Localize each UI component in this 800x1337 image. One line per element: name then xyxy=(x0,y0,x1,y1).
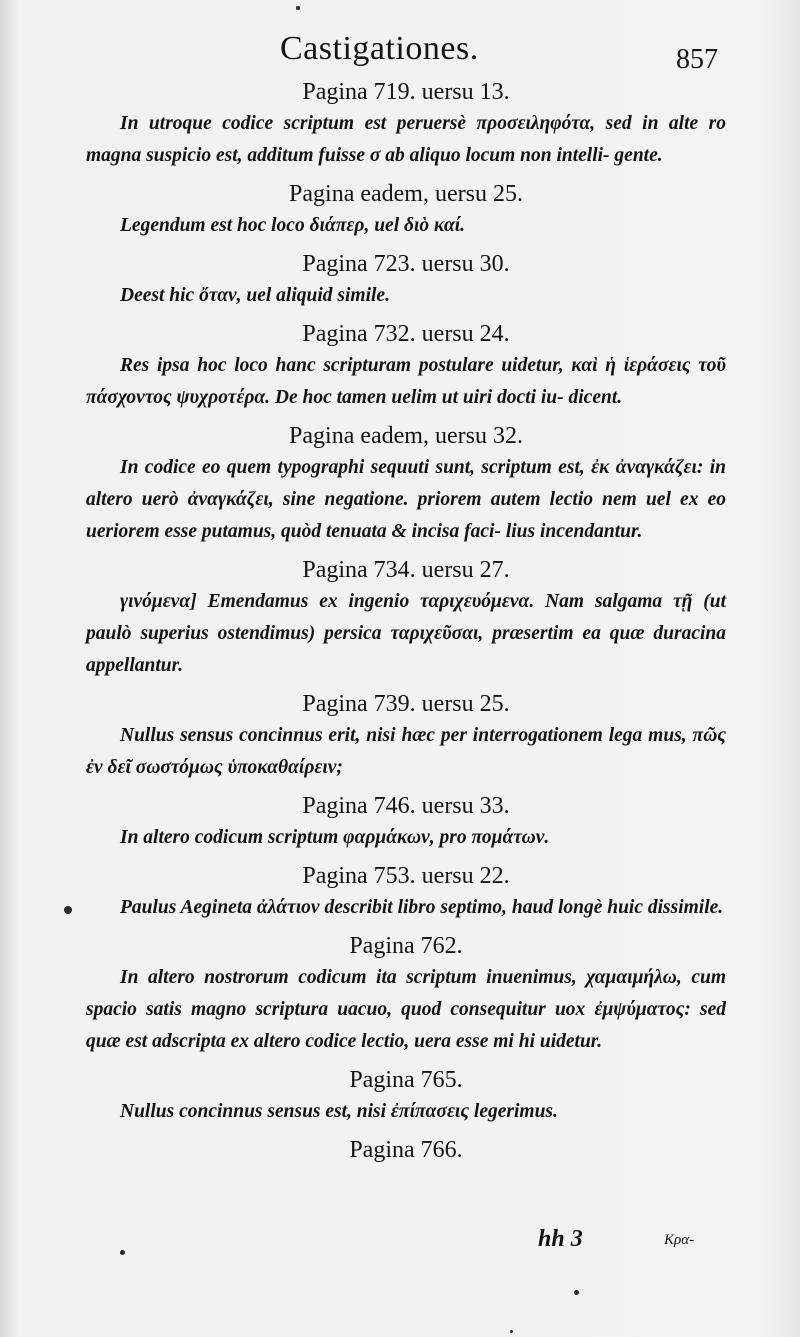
entry-11 xyxy=(86,1064,726,1128)
ink-speck xyxy=(510,1330,513,1333)
entry-heading: Pagina 739. uersu 25. xyxy=(302,691,510,717)
entry-5 xyxy=(86,420,726,548)
entry-text: In codice eo quem typographi sequuti sunt, scriptum est, ἐκ ἀναγκάζει: in altero uerò ἀναγκάζει, sine negatione. priorem autem lectio nem uel ex eo ueriorem esse putamus, quòd tenuata & incisa faci- lius incendantur. xyxy=(86,457,726,542)
entry-text: γινόμενα] Emendamus ex ingenio ταριχευόμενα. Nam salgama τῇ (ut paulò superius ostendimus) persica ταριχεῦσαι, præsertim ea quæ duracina appellantur. xyxy=(86,591,726,676)
page-header xyxy=(0,30,800,80)
ink-speck xyxy=(296,6,300,10)
entry-heading: Pagina 734. uersu 27. xyxy=(302,557,510,583)
page-content xyxy=(86,76,726,1166)
entry-4 xyxy=(86,318,726,414)
entry-text: Nullus sensus concinnus erit, nisi hæc per interrogationem lega mus, πῶς ἐν δεῖ σωστόμως ὑποκαθαίρειν; xyxy=(86,725,726,778)
entry-text: Res ipsa hoc loco hanc scripturam postulare uidetur, καὶ ἡ ἱεράσεις τοῦ πάσχοντος ψυχροτέρα. De hoc tamen uelim ut uiri docti iu- dicent. xyxy=(86,355,726,408)
entry-heading: Pagina 753. uersu 22. xyxy=(302,863,510,889)
running-title: Castigationes. xyxy=(280,30,479,67)
entry-text: Legendum est hoc loco διάπερ, uel διὸ καί. xyxy=(120,215,466,236)
entry-6 xyxy=(86,554,726,682)
entry-7 xyxy=(86,688,726,784)
ink-speck xyxy=(120,1250,125,1255)
entry-heading: Pagina 766. xyxy=(349,1137,463,1163)
signature-mark: hh 3 xyxy=(538,1226,583,1252)
entry-3 xyxy=(86,248,726,312)
entry-heading: Pagina 723. uersu 30. xyxy=(302,251,510,277)
ink-speck xyxy=(64,906,72,914)
entry-text: Paulus Aegineta ἀλάτιον describit libro septimo, haud longè huic dissimile. xyxy=(120,897,724,918)
entry-text: In altero nostrorum codicum ita scriptum inuenimus, χαμαιμήλω, cum spacio satis magno scriptura uacuo, quod consequitur uox ἐμψύματος: sed quæ est adscripta ex altero codice lectio, uera esse mi hi uidetur. xyxy=(86,967,726,1052)
entry-1 xyxy=(86,76,726,172)
entry-heading: Pagina 746. uersu 33. xyxy=(302,793,510,819)
entry-text: Nullus concinnus sensus est, nisi ἐπίπασεις legerimus. xyxy=(120,1101,558,1122)
catchword: Κρα- xyxy=(664,1232,695,1248)
entry-10 xyxy=(86,930,726,1058)
entry-heading: Pagina 765. xyxy=(349,1067,463,1093)
entry-text: In utroque codice scriptum est peruersè προσειληφότα, sed in alte ro magna suspicio est, additum fuisse σ ab aliquo locum non intelli- gente. xyxy=(86,113,726,166)
page-number: 857 xyxy=(676,44,718,75)
entry-text: Deest hic ὄταν, uel aliquid simile. xyxy=(120,285,390,306)
entry-heading: Pagina 732. uersu 24. xyxy=(302,321,510,347)
entry-text: In altero codicum scriptum φαρμάκων, pro πομάτων. xyxy=(120,827,550,848)
entry-heading: Pagina 762. xyxy=(349,933,463,959)
entry-12 xyxy=(86,1134,726,1166)
ink-speck xyxy=(574,1290,579,1295)
entry-heading: Pagina eadem, uersu 32. xyxy=(289,423,523,449)
entry-2 xyxy=(86,178,726,242)
entry-9 xyxy=(86,860,726,924)
page-footer xyxy=(0,1222,800,1262)
entry-heading: Pagina eadem, uersu 25. xyxy=(289,181,523,207)
entry-8 xyxy=(86,790,726,854)
entry-heading: Pagina 719. uersu 13. xyxy=(302,79,510,105)
